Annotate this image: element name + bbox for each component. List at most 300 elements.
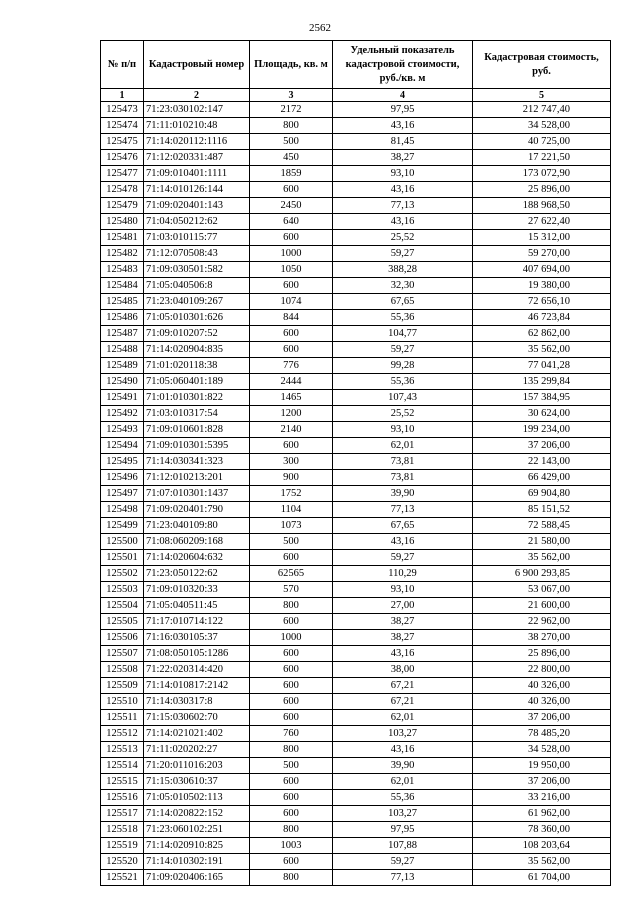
cell-row-number: 125486 bbox=[101, 310, 144, 326]
cell-row-number: 125476 bbox=[101, 150, 144, 166]
cell-cadastral-value: 40 725,00 bbox=[473, 134, 611, 150]
cell-cadastral-number: 71:23:030102:147 bbox=[144, 102, 250, 118]
table-row bbox=[101, 870, 611, 886]
cell-unit-value: 107,43 bbox=[333, 390, 473, 406]
cell-row-number: 125520 bbox=[101, 854, 144, 870]
cell-area: 600 bbox=[250, 678, 333, 694]
cell-cadastral-number: 71:22:020314:420 bbox=[144, 662, 250, 678]
cell-row-number: 125495 bbox=[101, 454, 144, 470]
cell-cadastral-value: 69 904,80 bbox=[473, 486, 611, 502]
cell-unit-value: 55,36 bbox=[333, 790, 473, 806]
table-row bbox=[101, 502, 611, 518]
cell-cadastral-value: 22 143,00 bbox=[473, 454, 611, 470]
cell-cadastral-number: 71:12:020331:487 bbox=[144, 150, 250, 166]
cell-area: 500 bbox=[250, 758, 333, 774]
table-row bbox=[101, 262, 611, 278]
cell-unit-value: 103,27 bbox=[333, 726, 473, 742]
cell-cadastral-value: 22 800,00 bbox=[473, 662, 611, 678]
cell-row-number: 125493 bbox=[101, 422, 144, 438]
table-row bbox=[101, 454, 611, 470]
cell-cadastral-number: 71:14:030341:323 bbox=[144, 454, 250, 470]
table-row bbox=[101, 118, 611, 134]
cell-cadastral-value: 17 221,50 bbox=[473, 150, 611, 166]
cell-row-number: 125499 bbox=[101, 518, 144, 534]
cell-cadastral-value: 35 562,00 bbox=[473, 854, 611, 870]
cell-cadastral-number: 71:08:060209:168 bbox=[144, 534, 250, 550]
cell-area: 1074 bbox=[250, 294, 333, 310]
cell-row-number: 125483 bbox=[101, 262, 144, 278]
cell-unit-value: 55,36 bbox=[333, 374, 473, 390]
cell-cadastral-value: 212 747,40 bbox=[473, 102, 611, 118]
cell-row-number: 125513 bbox=[101, 742, 144, 758]
cell-unit-value: 99,28 bbox=[333, 358, 473, 374]
table-row bbox=[101, 246, 611, 262]
cell-unit-value: 104,77 bbox=[333, 326, 473, 342]
cell-cadastral-number: 71:07:010301:1437 bbox=[144, 486, 250, 502]
cell-unit-value: 77,13 bbox=[333, 198, 473, 214]
header-cadastral-number: Кадастровый номер bbox=[144, 41, 250, 89]
cell-cadastral-value: 78 360,00 bbox=[473, 822, 611, 838]
cell-cadastral-value: 40 326,00 bbox=[473, 694, 611, 710]
cell-area: 600 bbox=[250, 662, 333, 678]
cell-area: 600 bbox=[250, 550, 333, 566]
cell-cadastral-number: 71:05:010502:113 bbox=[144, 790, 250, 806]
table-row bbox=[101, 582, 611, 598]
cell-cadastral-value: 108 203,64 bbox=[473, 838, 611, 854]
cell-area: 600 bbox=[250, 278, 333, 294]
cell-area: 600 bbox=[250, 342, 333, 358]
cell-area: 600 bbox=[250, 326, 333, 342]
cell-row-number: 125501 bbox=[101, 550, 144, 566]
cell-unit-value: 39,90 bbox=[333, 486, 473, 502]
cell-area: 776 bbox=[250, 358, 333, 374]
table-row bbox=[101, 774, 611, 790]
table-row bbox=[101, 838, 611, 854]
table-row bbox=[101, 518, 611, 534]
cell-cadastral-value: 72 656,10 bbox=[473, 294, 611, 310]
cell-cadastral-number: 71:23:050122:62 bbox=[144, 566, 250, 582]
table-row bbox=[101, 166, 611, 182]
cell-row-number: 125507 bbox=[101, 646, 144, 662]
cell-area: 1073 bbox=[250, 518, 333, 534]
table-row bbox=[101, 598, 611, 614]
cell-area: 1859 bbox=[250, 166, 333, 182]
header-area: Площадь, кв. м bbox=[250, 41, 333, 89]
header-row-number: № п/п bbox=[101, 41, 144, 89]
table-row bbox=[101, 230, 611, 246]
table-row bbox=[101, 646, 611, 662]
table-row bbox=[101, 822, 611, 838]
cell-cadastral-value: 27 622,40 bbox=[473, 214, 611, 230]
cell-cadastral-value: 407 694,00 bbox=[473, 262, 611, 278]
cell-cadastral-number: 71:11:020202:27 bbox=[144, 742, 250, 758]
cell-unit-value: 38,27 bbox=[333, 150, 473, 166]
cell-cadastral-value: 40 326,00 bbox=[473, 678, 611, 694]
cell-area: 2450 bbox=[250, 198, 333, 214]
table-row bbox=[101, 566, 611, 582]
cell-row-number: 125481 bbox=[101, 230, 144, 246]
cell-row-number: 125492 bbox=[101, 406, 144, 422]
table-row bbox=[101, 422, 611, 438]
cell-row-number: 125490 bbox=[101, 374, 144, 390]
table-row bbox=[101, 326, 611, 342]
cell-cadastral-value: 188 968,50 bbox=[473, 198, 611, 214]
cell-row-number: 125521 bbox=[101, 870, 144, 886]
cell-unit-value: 62,01 bbox=[333, 774, 473, 790]
cell-row-number: 125512 bbox=[101, 726, 144, 742]
cell-cadastral-number: 71:08:050105:1286 bbox=[144, 646, 250, 662]
cell-area: 900 bbox=[250, 470, 333, 486]
cell-row-number: 125505 bbox=[101, 614, 144, 630]
cell-cadastral-number: 71:09:020401:790 bbox=[144, 502, 250, 518]
cell-unit-value: 59,27 bbox=[333, 246, 473, 262]
cell-row-number: 125514 bbox=[101, 758, 144, 774]
cell-cadastral-value: 33 216,00 bbox=[473, 790, 611, 806]
cell-unit-value: 73,81 bbox=[333, 454, 473, 470]
cell-area: 600 bbox=[250, 614, 333, 630]
cell-unit-value: 38,27 bbox=[333, 630, 473, 646]
cell-area: 600 bbox=[250, 646, 333, 662]
cell-cadastral-number: 71:11:010210:48 bbox=[144, 118, 250, 134]
cell-unit-value: 43,16 bbox=[333, 182, 473, 198]
cell-unit-value: 62,01 bbox=[333, 438, 473, 454]
cell-cadastral-value: 61 962,00 bbox=[473, 806, 611, 822]
cell-cadastral-number: 71:14:020112:1116 bbox=[144, 134, 250, 150]
table-row bbox=[101, 486, 611, 502]
cell-row-number: 125479 bbox=[101, 198, 144, 214]
cell-cadastral-value: 35 562,00 bbox=[473, 342, 611, 358]
cell-area: 600 bbox=[250, 694, 333, 710]
cell-cadastral-value: 19 950,00 bbox=[473, 758, 611, 774]
cell-unit-value: 43,16 bbox=[333, 742, 473, 758]
cell-cadastral-value: 34 528,00 bbox=[473, 742, 611, 758]
cell-cadastral-number: 71:23:060102:251 bbox=[144, 822, 250, 838]
cell-cadastral-number: 71:01:020118:38 bbox=[144, 358, 250, 374]
cell-row-number: 125477 bbox=[101, 166, 144, 182]
cell-unit-value: 25,52 bbox=[333, 230, 473, 246]
cell-row-number: 125517 bbox=[101, 806, 144, 822]
cell-row-number: 125498 bbox=[101, 502, 144, 518]
cell-area: 800 bbox=[250, 822, 333, 838]
cell-cadastral-number: 71:09:020406:165 bbox=[144, 870, 250, 886]
cell-cadastral-number: 71:14:010302:191 bbox=[144, 854, 250, 870]
cell-row-number: 125502 bbox=[101, 566, 144, 582]
cell-unit-value: 43,16 bbox=[333, 118, 473, 134]
cell-cadastral-number: 71:20:011016:203 bbox=[144, 758, 250, 774]
cell-area: 600 bbox=[250, 182, 333, 198]
cell-row-number: 125478 bbox=[101, 182, 144, 198]
cell-row-number: 125480 bbox=[101, 214, 144, 230]
cell-area: 600 bbox=[250, 774, 333, 790]
cell-area: 600 bbox=[250, 230, 333, 246]
cell-area: 1050 bbox=[250, 262, 333, 278]
cell-cadastral-number: 71:09:010401:1111 bbox=[144, 166, 250, 182]
cell-cadastral-number: 71:14:020910:825 bbox=[144, 838, 250, 854]
cell-area: 844 bbox=[250, 310, 333, 326]
cell-cadastral-number: 71:09:030501:582 bbox=[144, 262, 250, 278]
table-body bbox=[101, 102, 611, 886]
cell-area: 1752 bbox=[250, 486, 333, 502]
cell-row-number: 125515 bbox=[101, 774, 144, 790]
cell-cadastral-number: 71:17:010714:122 bbox=[144, 614, 250, 630]
cell-unit-value: 32,30 bbox=[333, 278, 473, 294]
table-row bbox=[101, 550, 611, 566]
table-row bbox=[101, 662, 611, 678]
table-row bbox=[101, 390, 611, 406]
table-row bbox=[101, 470, 611, 486]
column-number: 1 bbox=[101, 89, 144, 102]
cell-area: 500 bbox=[250, 134, 333, 150]
cell-unit-value: 81,45 bbox=[333, 134, 473, 150]
cell-area: 760 bbox=[250, 726, 333, 742]
table-row bbox=[101, 806, 611, 822]
cell-cadastral-value: 30 624,00 bbox=[473, 406, 611, 422]
table-row bbox=[101, 278, 611, 294]
cell-area: 2172 bbox=[250, 102, 333, 118]
cell-row-number: 125508 bbox=[101, 662, 144, 678]
cell-cadastral-value: 77 041,28 bbox=[473, 358, 611, 374]
column-number: 5 bbox=[473, 89, 611, 102]
table-row bbox=[101, 854, 611, 870]
cell-cadastral-number: 71:14:020822:152 bbox=[144, 806, 250, 822]
cell-unit-value: 67,65 bbox=[333, 518, 473, 534]
table-row bbox=[101, 310, 611, 326]
table-row bbox=[101, 134, 611, 150]
cell-unit-value: 39,90 bbox=[333, 758, 473, 774]
cell-cadastral-value: 85 151,52 bbox=[473, 502, 611, 518]
cell-cadastral-value: 78 485,20 bbox=[473, 726, 611, 742]
cell-area: 640 bbox=[250, 214, 333, 230]
cell-cadastral-value: 157 384,95 bbox=[473, 390, 611, 406]
column-number: 2 bbox=[144, 89, 250, 102]
cell-area: 800 bbox=[250, 870, 333, 886]
cell-cadastral-number: 71:05:040511:45 bbox=[144, 598, 250, 614]
cell-unit-value: 97,95 bbox=[333, 822, 473, 838]
cell-cadastral-number: 71:09:020401:143 bbox=[144, 198, 250, 214]
cell-area: 1465 bbox=[250, 390, 333, 406]
cell-row-number: 125504 bbox=[101, 598, 144, 614]
cell-cadastral-number: 71:14:010126:144 bbox=[144, 182, 250, 198]
table-row bbox=[101, 358, 611, 374]
cell-cadastral-value: 21 600,00 bbox=[473, 598, 611, 614]
cell-row-number: 125494 bbox=[101, 438, 144, 454]
cell-unit-value: 38,27 bbox=[333, 614, 473, 630]
cell-area: 2140 bbox=[250, 422, 333, 438]
cell-row-number: 125487 bbox=[101, 326, 144, 342]
cell-row-number: 125473 bbox=[101, 102, 144, 118]
cell-cadastral-number: 71:14:020904:835 bbox=[144, 342, 250, 358]
table-row bbox=[101, 406, 611, 422]
cell-cadastral-value: 61 704,00 bbox=[473, 870, 611, 886]
cell-cadastral-value: 72 588,45 bbox=[473, 518, 611, 534]
cell-row-number: 125482 bbox=[101, 246, 144, 262]
cell-cadastral-number: 71:05:060401:189 bbox=[144, 374, 250, 390]
cell-cadastral-number: 71:09:010601:828 bbox=[144, 422, 250, 438]
table-row bbox=[101, 214, 611, 230]
cell-row-number: 125488 bbox=[101, 342, 144, 358]
cell-row-number: 125489 bbox=[101, 358, 144, 374]
cell-cadastral-value: 6 900 293,85 bbox=[473, 566, 611, 582]
cell-row-number: 125475 bbox=[101, 134, 144, 150]
cell-cadastral-number: 71:15:030610:37 bbox=[144, 774, 250, 790]
cell-cadastral-value: 173 072,90 bbox=[473, 166, 611, 182]
cell-cadastral-number: 71:16:030105:37 bbox=[144, 630, 250, 646]
cell-row-number: 125496 bbox=[101, 470, 144, 486]
cell-row-number: 125510 bbox=[101, 694, 144, 710]
cell-row-number: 125506 bbox=[101, 630, 144, 646]
cell-cadastral-value: 19 380,00 bbox=[473, 278, 611, 294]
table-row bbox=[101, 614, 611, 630]
cell-row-number: 125519 bbox=[101, 838, 144, 854]
cell-area: 800 bbox=[250, 742, 333, 758]
table-row bbox=[101, 182, 611, 198]
cell-cadastral-value: 35 562,00 bbox=[473, 550, 611, 566]
cell-area: 570 bbox=[250, 582, 333, 598]
table-row bbox=[101, 790, 611, 806]
cell-cadastral-value: 37 206,00 bbox=[473, 438, 611, 454]
cell-row-number: 125503 bbox=[101, 582, 144, 598]
table-row bbox=[101, 102, 611, 118]
cell-area: 600 bbox=[250, 790, 333, 806]
cell-unit-value: 55,36 bbox=[333, 310, 473, 326]
cell-cadastral-number: 71:05:040506:8 bbox=[144, 278, 250, 294]
cell-cadastral-number: 71:04:050212:62 bbox=[144, 214, 250, 230]
cell-unit-value: 62,01 bbox=[333, 710, 473, 726]
table-row bbox=[101, 198, 611, 214]
cell-cadastral-number: 71:15:030602:70 bbox=[144, 710, 250, 726]
cell-area: 600 bbox=[250, 854, 333, 870]
cell-row-number: 125497 bbox=[101, 486, 144, 502]
table-row bbox=[101, 694, 611, 710]
table-row bbox=[101, 374, 611, 390]
cell-area: 1200 bbox=[250, 406, 333, 422]
header-unit-value: Удельный показатель кадастровой стоимости, руб./кв. м bbox=[333, 41, 473, 89]
cell-area: 450 bbox=[250, 150, 333, 166]
cell-cadastral-value: 21 580,00 bbox=[473, 534, 611, 550]
cell-cadastral-number: 71:09:010320:33 bbox=[144, 582, 250, 598]
cell-unit-value: 27,00 bbox=[333, 598, 473, 614]
cell-cadastral-value: 34 528,00 bbox=[473, 118, 611, 134]
column-number-row bbox=[101, 89, 611, 102]
cell-unit-value: 43,16 bbox=[333, 534, 473, 550]
cell-cadastral-number: 71:12:070508:43 bbox=[144, 246, 250, 262]
cell-cadastral-value: 22 962,00 bbox=[473, 614, 611, 630]
cell-cadastral-value: 53 067,00 bbox=[473, 582, 611, 598]
table-row bbox=[101, 534, 611, 550]
cell-area: 300 bbox=[250, 454, 333, 470]
cell-row-number: 125484 bbox=[101, 278, 144, 294]
cell-cadastral-number: 71:03:010317:54 bbox=[144, 406, 250, 422]
cell-row-number: 125491 bbox=[101, 390, 144, 406]
page-number: 2562 bbox=[309, 22, 331, 34]
cell-cadastral-value: 59 270,00 bbox=[473, 246, 611, 262]
cell-row-number: 125474 bbox=[101, 118, 144, 134]
cell-cadastral-value: 62 862,00 bbox=[473, 326, 611, 342]
cell-area: 600 bbox=[250, 438, 333, 454]
column-number: 3 bbox=[250, 89, 333, 102]
table-row bbox=[101, 294, 611, 310]
table-row bbox=[101, 742, 611, 758]
cell-area: 2444 bbox=[250, 374, 333, 390]
cell-row-number: 125485 bbox=[101, 294, 144, 310]
cell-unit-value: 67,65 bbox=[333, 294, 473, 310]
cell-cadastral-number: 71:12:010213:201 bbox=[144, 470, 250, 486]
cell-unit-value: 25,52 bbox=[333, 406, 473, 422]
cell-cadastral-value: 66 429,00 bbox=[473, 470, 611, 486]
cell-area: 1104 bbox=[250, 502, 333, 518]
cell-cadastral-number: 71:14:020604:632 bbox=[144, 550, 250, 566]
cell-cadastral-number: 71:03:010115:77 bbox=[144, 230, 250, 246]
cell-unit-value: 77,13 bbox=[333, 870, 473, 886]
cell-unit-value: 73,81 bbox=[333, 470, 473, 486]
table-row bbox=[101, 150, 611, 166]
cell-unit-value: 77,13 bbox=[333, 502, 473, 518]
cell-unit-value: 388,28 bbox=[333, 262, 473, 278]
cell-cadastral-number: 71:14:021021:402 bbox=[144, 726, 250, 742]
cell-area: 1003 bbox=[250, 838, 333, 854]
table-row bbox=[101, 342, 611, 358]
cell-area: 800 bbox=[250, 598, 333, 614]
cell-cadastral-number: 71:14:030317:8 bbox=[144, 694, 250, 710]
cell-row-number: 125518 bbox=[101, 822, 144, 838]
cell-unit-value: 110,29 bbox=[333, 566, 473, 582]
cell-unit-value: 43,16 bbox=[333, 214, 473, 230]
cell-unit-value: 97,95 bbox=[333, 102, 473, 118]
cell-row-number: 125511 bbox=[101, 710, 144, 726]
cell-row-number: 125500 bbox=[101, 534, 144, 550]
cell-cadastral-number: 71:01:010301:822 bbox=[144, 390, 250, 406]
cell-cadastral-value: 135 299,84 bbox=[473, 374, 611, 390]
cell-unit-value: 93,10 bbox=[333, 582, 473, 598]
cell-area: 600 bbox=[250, 806, 333, 822]
cell-cadastral-value: 25 896,00 bbox=[473, 646, 611, 662]
cell-row-number: 125509 bbox=[101, 678, 144, 694]
cell-cadastral-number: 71:05:010301:626 bbox=[144, 310, 250, 326]
cell-area: 1000 bbox=[250, 630, 333, 646]
cell-unit-value: 67,21 bbox=[333, 678, 473, 694]
cell-unit-value: 93,10 bbox=[333, 166, 473, 182]
cell-cadastral-number: 71:09:010207:52 bbox=[144, 326, 250, 342]
table-row bbox=[101, 710, 611, 726]
header-cadastral-value: Кадастровая стоимость, руб. bbox=[473, 41, 611, 89]
table-row bbox=[101, 758, 611, 774]
cell-cadastral-value: 37 206,00 bbox=[473, 710, 611, 726]
cell-unit-value: 107,88 bbox=[333, 838, 473, 854]
cell-area: 1000 bbox=[250, 246, 333, 262]
cadastral-value-table bbox=[100, 40, 611, 886]
cell-cadastral-number: 71:14:010817:2142 bbox=[144, 678, 250, 694]
cell-area: 500 bbox=[250, 534, 333, 550]
table-header-row bbox=[101, 41, 611, 89]
cell-cadastral-number: 71:23:040109:80 bbox=[144, 518, 250, 534]
cell-cadastral-value: 38 270,00 bbox=[473, 630, 611, 646]
cell-area: 800 bbox=[250, 118, 333, 134]
cell-unit-value: 103,27 bbox=[333, 806, 473, 822]
cell-cadastral-value: 199 234,00 bbox=[473, 422, 611, 438]
cell-cadastral-value: 46 723,84 bbox=[473, 310, 611, 326]
table-row bbox=[101, 726, 611, 742]
cell-area: 600 bbox=[250, 710, 333, 726]
cell-cadastral-number: 71:23:040109:267 bbox=[144, 294, 250, 310]
cell-unit-value: 38,00 bbox=[333, 662, 473, 678]
column-number: 4 bbox=[333, 89, 473, 102]
cell-unit-value: 59,27 bbox=[333, 550, 473, 566]
cell-unit-value: 59,27 bbox=[333, 342, 473, 358]
cell-area: 62565 bbox=[250, 566, 333, 582]
cell-cadastral-value: 15 312,00 bbox=[473, 230, 611, 246]
cell-cadastral-value: 37 206,00 bbox=[473, 774, 611, 790]
table-row bbox=[101, 678, 611, 694]
